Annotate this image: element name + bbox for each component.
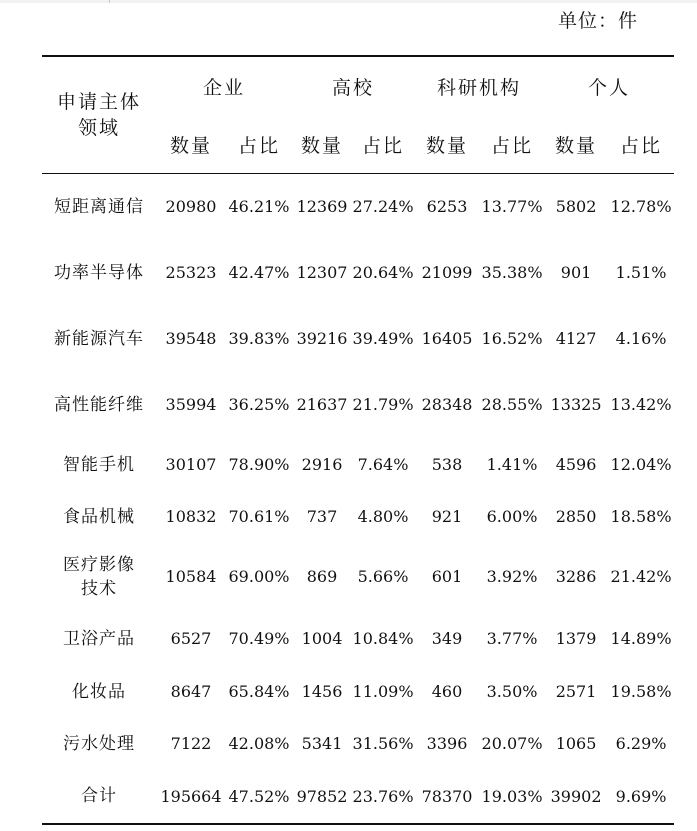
cell-share: 7.64% — [357, 455, 409, 474]
row-field-name — [42, 612, 156, 666]
cell-share: 1.51% — [615, 263, 667, 282]
table-body — [42, 174, 674, 824]
cell-share: 14.89% — [610, 629, 672, 648]
cell-share: 27.24% — [352, 197, 414, 217]
row-field-name-line: 化妆品 — [72, 681, 126, 702]
cell-count: 13325 — [550, 395, 602, 414]
cell-count: 12369 — [296, 197, 348, 217]
cell-count: 30107 — [165, 455, 217, 474]
cell-share: 21.79% — [352, 395, 414, 414]
group-header-individual: 个人 — [588, 76, 631, 99]
cell-share: 18.58% — [610, 507, 672, 526]
cell-count: 737 — [306, 507, 338, 526]
row-field-name — [42, 542, 156, 612]
cell-count: 21099 — [421, 263, 473, 282]
cell-count: 901 — [560, 263, 592, 282]
cell-share: 6.29% — [615, 734, 667, 753]
cell-share: 10.84% — [352, 629, 414, 648]
row-field-name — [42, 718, 156, 770]
row-field-name-line: 技术 — [81, 578, 117, 599]
cell-share: 42.47% — [228, 263, 290, 282]
cell-share: 3.77% — [486, 629, 538, 648]
cell-share: 23.76% — [352, 786, 414, 806]
cell-share: 42.08% — [228, 734, 290, 753]
cell-share: 9.69% — [615, 786, 667, 806]
table-row — [42, 718, 674, 770]
row-field-name — [42, 770, 156, 824]
row-field-name-line: 污水处理 — [63, 733, 135, 754]
subheader-share: 占比 — [608, 115, 674, 174]
row-field-name-line: 新能源汽车 — [54, 328, 144, 349]
row-field-name — [42, 306, 156, 372]
subheader-count: 数量 — [414, 115, 480, 174]
cell-count: 35994 — [165, 395, 217, 414]
cell-share: 39.49% — [352, 329, 414, 348]
subheader-count: 数量 — [292, 115, 352, 174]
group-header-enterprise: 企业 — [203, 76, 246, 99]
cell-count: 4596 — [555, 455, 597, 474]
table-row — [42, 666, 674, 718]
cell-share: 13.77% — [481, 197, 543, 217]
table-row — [42, 240, 674, 306]
cell-share: 28.55% — [481, 395, 543, 414]
cell-count: 97852 — [296, 786, 348, 806]
top-border-strip — [0, 0, 697, 3]
subheader-count: 数量 — [544, 115, 608, 174]
cell-count: 4127 — [555, 329, 597, 348]
cell-count: 195664 — [160, 786, 222, 806]
table-row — [42, 174, 674, 240]
row-field-name-line: 合计 — [81, 786, 117, 806]
cell-share: 47.52% — [228, 786, 290, 806]
row-field-name — [42, 174, 156, 240]
cell-share: 4.16% — [615, 329, 667, 348]
cell-count: 2916 — [301, 455, 343, 474]
cell-count: 538 — [431, 455, 463, 474]
cell-count: 349 — [431, 629, 463, 648]
cell-share: 3.50% — [486, 682, 538, 701]
table-header — [42, 56, 674, 174]
cell-share: 12.78% — [610, 197, 672, 217]
cell-share: 4.80% — [357, 507, 409, 526]
cell-share: 20.07% — [481, 734, 543, 753]
cell-share: 31.56% — [352, 734, 414, 753]
cell-count: 601 — [431, 567, 463, 586]
table-row — [42, 542, 674, 612]
group-header-research-institute: 科研机构 — [437, 76, 522, 99]
cell-count: 78370 — [421, 786, 473, 806]
corner-subject-label: 申请主体 — [56, 91, 141, 113]
header-row-groups — [42, 56, 674, 115]
table-row — [42, 770, 674, 824]
cell-count: 25323 — [165, 263, 217, 282]
cell-count: 16405 — [421, 329, 473, 348]
row-field-name — [42, 438, 156, 492]
subheader-share: 占比 — [480, 115, 544, 174]
cell-count: 869 — [306, 567, 338, 586]
cell-count: 1456 — [301, 682, 343, 701]
cell-share: 5.66% — [357, 567, 409, 586]
cell-count: 10584 — [165, 567, 217, 586]
cell-count: 6527 — [170, 629, 212, 648]
cell-share: 36.25% — [228, 395, 290, 414]
subheader-share: 占比 — [352, 115, 414, 174]
cell-count: 2850 — [555, 507, 597, 526]
cell-share: 19.58% — [610, 682, 672, 701]
row-field-name-line: 短距离通信 — [54, 196, 144, 217]
table-row — [42, 306, 674, 372]
cell-share: 78.90% — [228, 455, 290, 474]
cell-share: 12.04% — [610, 455, 672, 474]
subheader-count: 数量 — [156, 115, 226, 174]
cell-share: 35.38% — [481, 263, 543, 282]
cell-count: 7122 — [170, 734, 212, 753]
table-row — [42, 372, 674, 438]
cell-share: 3.92% — [486, 567, 538, 586]
cell-count: 460 — [431, 682, 463, 701]
row-field-name-line: 医疗影像 — [63, 554, 135, 575]
unit-label: 单位：件 — [558, 10, 639, 32]
cell-share: 13.42% — [610, 395, 672, 414]
row-field-name — [42, 372, 156, 438]
cell-count: 21637 — [296, 395, 348, 414]
subheader-share: 占比 — [226, 115, 292, 174]
cell-share: 21.42% — [610, 567, 672, 586]
corner-field-label: 领域 — [77, 117, 120, 139]
cell-count: 1379 — [555, 629, 597, 648]
cell-share: 39.83% — [228, 329, 290, 348]
cell-share: 69.00% — [228, 567, 290, 586]
cell-count: 3286 — [555, 567, 597, 586]
cell-count: 8647 — [170, 682, 212, 701]
corner-header-cell — [42, 56, 156, 174]
cell-share: 11.09% — [352, 682, 414, 701]
row-field-name-line: 高性能纤维 — [54, 394, 144, 415]
cell-count: 39216 — [296, 329, 348, 348]
group-header-university: 高校 — [332, 76, 375, 99]
cell-share: 6.00% — [486, 507, 538, 526]
cell-share: 70.61% — [228, 507, 290, 526]
cell-share: 70.49% — [228, 629, 290, 648]
cell-count: 1004 — [301, 629, 343, 648]
top-border-tick — [109, 0, 110, 3]
cell-share: 16.52% — [481, 329, 543, 348]
cell-share: 46.21% — [228, 197, 290, 217]
table-row — [42, 492, 674, 542]
row-field-name-line: 卫浴产品 — [63, 628, 135, 649]
row-field-name-line: 功率半导体 — [54, 262, 144, 283]
statistics-table — [42, 55, 674, 825]
cell-share: 20.64% — [352, 263, 414, 282]
cell-count: 20980 — [165, 197, 217, 217]
cell-count: 3396 — [426, 734, 468, 753]
cell-count: 5802 — [555, 197, 597, 217]
cell-count: 39548 — [165, 329, 217, 348]
cell-share: 1.41% — [486, 455, 538, 474]
cell-count: 1065 — [555, 734, 597, 753]
row-field-name — [42, 492, 156, 542]
cell-count: 921 — [431, 507, 463, 526]
cell-count: 39902 — [550, 786, 602, 806]
cell-count: 10832 — [165, 507, 217, 526]
cell-count: 28348 — [421, 395, 473, 414]
table-row — [42, 612, 674, 666]
cell-share: 19.03% — [481, 786, 543, 806]
cell-count: 2571 — [555, 682, 597, 701]
cell-share: 65.84% — [228, 682, 290, 701]
row-field-name — [42, 240, 156, 306]
table-row — [42, 438, 674, 492]
row-field-name-line: 智能手机 — [63, 454, 135, 475]
cell-count: 6253 — [426, 197, 468, 217]
cell-count: 5341 — [301, 734, 343, 753]
cell-count: 12307 — [296, 263, 348, 282]
row-field-name-line: 食品机械 — [63, 506, 135, 527]
row-field-name — [42, 666, 156, 718]
